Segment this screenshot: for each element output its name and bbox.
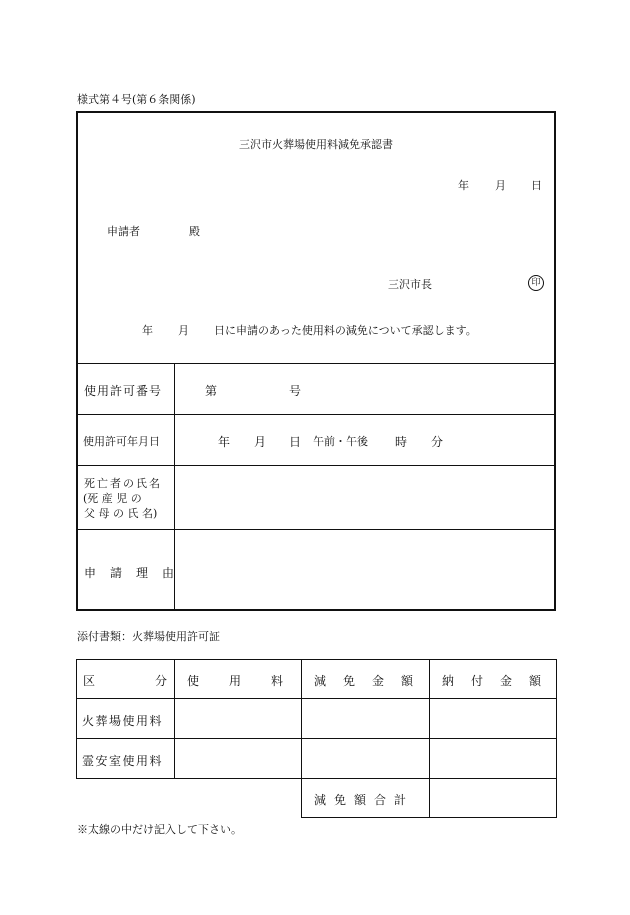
- deceased-label-line2: (死 産 児 の: [83, 492, 142, 505]
- fee-header-payment: 納付金額: [442, 674, 559, 688]
- approval-sentence: 日に申請のあった使用料の減免について承認します。: [214, 324, 477, 337]
- fee-row-mortuary: 霊安室使用料: [82, 754, 164, 768]
- permit-date-month: 月: [254, 435, 267, 449]
- table-header-cell: [429, 659, 557, 699]
- divider: [78, 414, 554, 415]
- table-cell: [429, 698, 557, 739]
- applicant-label: 申請者: [107, 225, 140, 238]
- table-cell: [301, 698, 430, 739]
- date-day-label: 日: [531, 179, 542, 192]
- deceased-label-line3: 父 母 の 氏 名): [84, 507, 158, 520]
- table-cell: [429, 738, 557, 779]
- fee-table: [76, 659, 557, 818]
- attachment-note: 添付書類：火葬場使用許可証: [77, 630, 220, 643]
- permit-ampm: 午前・午後: [313, 435, 368, 448]
- fee-header-reduction: 減免金額: [314, 674, 431, 688]
- date-year-label: 年: [458, 179, 469, 192]
- footnote: ※太線の中だけ記入して下さい。: [77, 823, 242, 836]
- table-cell: [301, 738, 430, 779]
- deceased-label-line1: 死亡者の氏名: [84, 477, 162, 490]
- fee-row-crematorium: 火葬場使用料: [82, 714, 164, 728]
- table-header-cell: [301, 659, 430, 699]
- approval-form-box: [76, 111, 556, 611]
- permit-date-year: 年: [218, 435, 231, 449]
- applicant-honorific: 殿: [189, 225, 200, 238]
- permit-number-prefix: 第: [205, 384, 218, 398]
- permit-hour: 時: [395, 435, 408, 449]
- reason-label: 申 請 理 由: [84, 566, 176, 580]
- form-title: 三沢市火葬場使用料減免承認書: [239, 138, 393, 151]
- permit-minute: 分: [431, 435, 444, 449]
- seal-mark-icon: 印: [528, 275, 544, 291]
- table-row: [76, 698, 175, 739]
- table-row: [76, 738, 175, 779]
- form-number: 様式第４号(第６条関係): [77, 93, 196, 106]
- table-cell: [301, 778, 430, 818]
- table-cell: [174, 738, 302, 779]
- table-cell: [429, 778, 557, 818]
- table-header-cell: [174, 659, 314, 699]
- date-month-label: 月: [495, 179, 506, 192]
- divider: [78, 529, 554, 530]
- approval-year-label: 年: [142, 324, 153, 337]
- permit-number-label: 使用許可番号: [84, 384, 163, 398]
- mayor-label: 三沢市長: [388, 278, 432, 291]
- permit-number-suffix: 号: [289, 384, 302, 398]
- divider: [78, 363, 554, 364]
- fee-header-category: 区 分: [83, 674, 167, 688]
- fee-header-usage: 使用料: [187, 674, 314, 688]
- permit-date-day: 日: [289, 435, 302, 449]
- permit-date-label: 使用許可年月日: [83, 435, 160, 448]
- fee-total-label: 減免額合計: [314, 793, 415, 807]
- table-cell: [174, 698, 302, 739]
- table-header-cell: [76, 659, 175, 699]
- approval-month-label: 月: [178, 324, 189, 337]
- divider: [78, 465, 554, 466]
